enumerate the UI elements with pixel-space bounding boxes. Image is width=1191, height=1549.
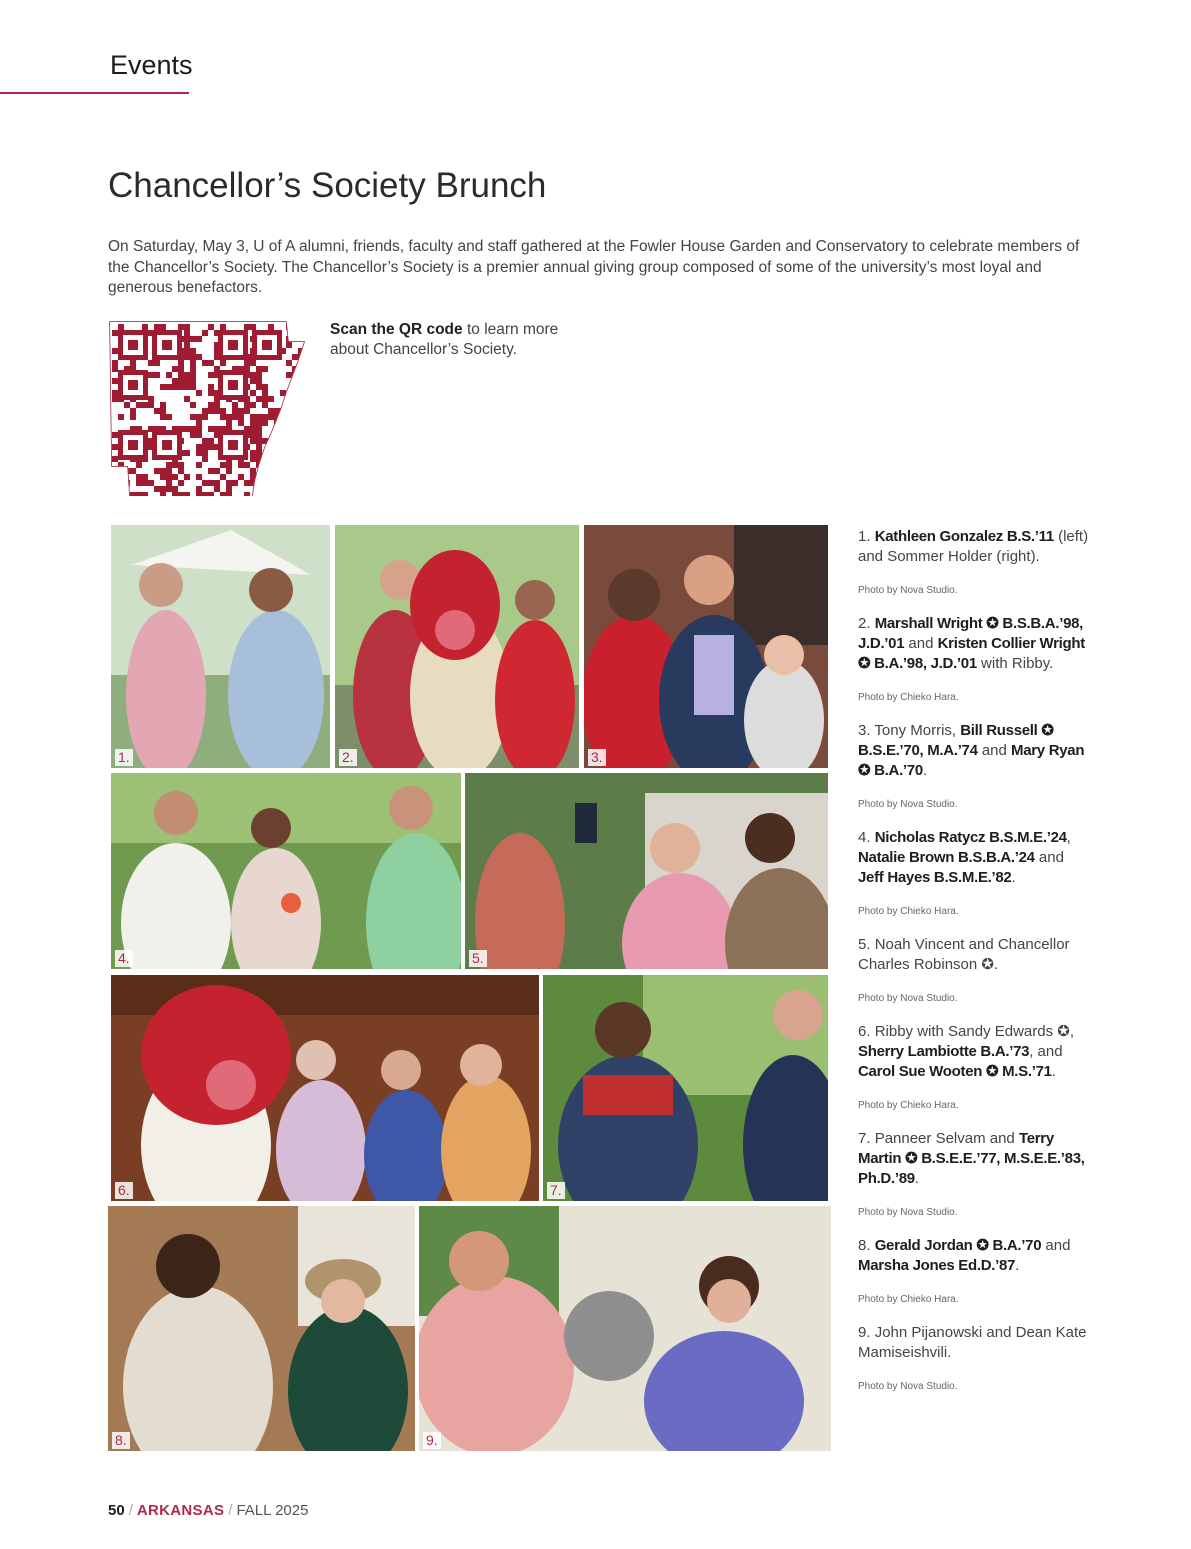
caption-names: Jeff Hayes B.S.M.E.’82 (858, 869, 1012, 886)
caption-text: (left) and Sommer Holder (right). (858, 528, 1089, 565)
photo-3 (584, 525, 828, 768)
caption-text: and (1034, 849, 1064, 866)
caption-text: and (977, 742, 1012, 759)
caption-text: Tony Morris, (874, 722, 961, 739)
caption-names: Natalie Brown B.S.B.A.’24 (858, 849, 1035, 866)
caption-text: Noah Vincent and Chancellor Charles Robinson ✪. (858, 936, 1070, 973)
photo-credit: Photo by Chieko Hara. (858, 1100, 959, 1111)
caption-num: 7. (858, 1130, 875, 1147)
caption-num: 8. (858, 1237, 875, 1254)
photo-6 (111, 975, 539, 1201)
photo-credit: Photo by Nova Studio. (858, 1381, 958, 1392)
caption-num: 6. (858, 1023, 875, 1040)
photo-credit: Photo by Chieko Hara. (858, 1294, 959, 1305)
page-title: Chancellor’s Society Brunch (108, 166, 547, 205)
qr-caption-text: to learn more about Chancellor’s Society. (330, 321, 559, 358)
section-label: Events (110, 50, 193, 80)
photo-number: 7. (547, 1182, 565, 1199)
photo-1 (111, 525, 330, 768)
photo-credit: Photo by Nova Studio. (858, 799, 958, 810)
caption-num: 9. (858, 1324, 875, 1341)
caption-num: 4. (858, 829, 875, 846)
photo-number: 9. (423, 1432, 441, 1449)
photo-9 (419, 1206, 831, 1451)
photo-number: 3. (588, 749, 606, 766)
caption-text: John Pijanowski and Dean Kate Mamiseishvili. (858, 1324, 1087, 1361)
caption-4 (858, 828, 1093, 917)
page-folio (108, 1502, 308, 1519)
caption-names: Bill Russell ✪ B.S.E.’70, M.A.’74 (858, 722, 1054, 759)
photo-credit: Photo by Nova Studio. (858, 993, 958, 1004)
issue-label: FALL 2025 (236, 1502, 309, 1519)
photo-number: 4. (115, 950, 133, 967)
section-rule (0, 92, 189, 94)
photo-credit: Photo by Chieko Hara. (858, 692, 959, 703)
caption-num: 5. (858, 936, 875, 953)
caption-text: Panneer Selvam and (874, 1130, 1019, 1147)
photo-4 (111, 773, 461, 969)
caption-num: 1. (858, 528, 875, 545)
caption-text: Ribby with Sandy Edwards ✪, (874, 1023, 1075, 1040)
page-number: 50 (108, 1502, 125, 1519)
photo-number: 2. (339, 749, 357, 766)
photo-2 (335, 525, 579, 768)
caption-6 (858, 1022, 1093, 1111)
caption-5 (858, 935, 1093, 1004)
caption-names: Marshall Wright ✪ B.S.B.A.’98, J.D.’01 (858, 615, 1084, 652)
caption-num: 3. (858, 722, 875, 739)
caption-text: , and (1029, 1043, 1063, 1060)
captions-column (858, 527, 1093, 1410)
qr-caption (330, 320, 570, 360)
caption-text: . (1011, 869, 1016, 886)
caption-9 (858, 1323, 1093, 1392)
caption-names: Gerald Jordan ✪ B.A.’70 (874, 1237, 1042, 1254)
caption-7 (858, 1129, 1093, 1218)
folio-separator: / (228, 1502, 233, 1519)
caption-text: . (922, 762, 928, 779)
qr-caption-bold: Scan the QR code (330, 321, 463, 338)
caption-text: . (1015, 1257, 1020, 1274)
caption-names: Sherry Lambiotte B.A.’73 (858, 1043, 1030, 1060)
qr-code[interactable] (108, 320, 308, 496)
folio-separator: / (128, 1502, 133, 1519)
photo-7 (543, 975, 828, 1201)
caption-names: Kristen Collier Wright ✪ B.A.’98, J.D.’01 (858, 635, 1085, 672)
photo-number: 1. (115, 749, 133, 766)
magazine-name: ARKANSAS (136, 1502, 225, 1519)
photo-5 (465, 773, 828, 969)
caption-num: 2. (858, 615, 875, 632)
caption-names: Nicholas Ratycz B.S.M.E.’24 (874, 829, 1067, 846)
photo-number: 6. (115, 1182, 133, 1199)
caption-names: Marsha Jones Ed.D.’87 (858, 1257, 1016, 1274)
caption-text: , (1066, 829, 1071, 846)
photo-credit: Photo by Nova Studio. (858, 585, 958, 596)
caption-text: . (1051, 1063, 1056, 1080)
photo-8 (108, 1206, 415, 1451)
photo-credit: Photo by Nova Studio. (858, 1207, 958, 1218)
caption-names: Mary Ryan ✪ B.A.’70 (858, 742, 1085, 779)
caption-8 (858, 1236, 1093, 1305)
caption-text: and (904, 635, 938, 652)
photo-credit: Photo by Chieko Hara. (858, 906, 959, 917)
photo-number: 5. (469, 950, 487, 967)
caption-text: with Ribby. (976, 655, 1054, 672)
caption-names: Terry Martin ✪ B.S.E.E.’77, M.S.E.E.’83, Ph.D.’89 (858, 1130, 1085, 1187)
intro-paragraph: On Saturday, May 3, U of A alumni, friends, faculty and staff gathered at the Fowler House Garden and Conservatory to celebrate members of the Chancellor’s Society. The Chancellor’s Society is a premier annual giving group composed of some of the university’s most loyal and generous benefactors. (108, 238, 1080, 296)
caption-text: . (914, 1170, 919, 1187)
photo-number: 8. (112, 1432, 130, 1449)
caption-2 (858, 614, 1093, 703)
caption-text: and (1041, 1237, 1071, 1254)
caption-names: Kathleen Gonzalez B.S.’11 (874, 528, 1054, 545)
caption-names: Carol Sue Wooten ✪ M.S.’71 (858, 1063, 1052, 1080)
caption-1 (858, 527, 1093, 596)
caption-3 (858, 721, 1093, 810)
